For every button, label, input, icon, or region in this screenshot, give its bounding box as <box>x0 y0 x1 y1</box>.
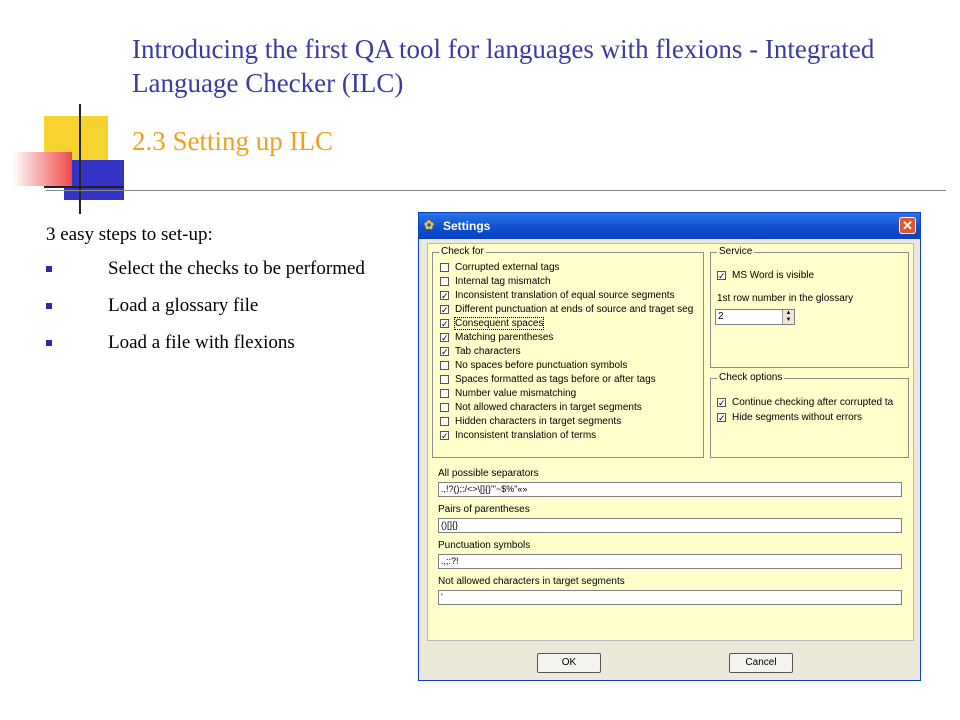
check-internal-tag-mismatch[interactable]: Internal tag mismatch <box>440 274 551 288</box>
check-for-group <box>432 246 704 458</box>
check-options-group <box>710 372 909 458</box>
checkbox[interactable] <box>440 277 449 286</box>
dialog-titlebar[interactable] <box>419 213 920 239</box>
bullet-item: Load a file with flexions <box>46 330 406 355</box>
deco-red-square <box>12 152 72 186</box>
check-inconsistent-terms[interactable]: ✓ Inconsistent translation of terms <box>441 429 597 441</box>
slide-title: Introducing the first QA tool for languages with flexions - Integrated Language Checker (ILC) <box>132 34 875 98</box>
check-corrupted-external-tags[interactable]: Corrupted external tags <box>440 260 560 274</box>
check-continue-after-corrupted[interactable]: ✓ Continue checking after corrupted ta <box>718 396 894 408</box>
check-for-legend: Check for <box>441 246 484 257</box>
bullet-item: Select the checks to be performed <box>46 256 406 281</box>
checkbox[interactable] <box>440 403 449 412</box>
checkbox[interactable] <box>440 375 449 384</box>
checkbox-checked[interactable]: ✓ <box>441 346 449 357</box>
settings-dialog <box>418 212 921 681</box>
bullet-list <box>46 256 406 367</box>
title-divider <box>46 190 946 191</box>
dialog-panel <box>427 243 914 641</box>
check-not-allowed-chars[interactable]: Not allowed characters in target segments <box>440 400 642 414</box>
check-tab-characters[interactable]: ✓ Tab characters <box>441 345 521 357</box>
checkbox[interactable] <box>440 263 449 272</box>
checkbox-checked[interactable]: ✓ <box>718 270 726 281</box>
check-ms-word-visible[interactable]: ✓ MS Word is visible <box>718 269 815 281</box>
parentheses-field[interactable]: ()[]{} <box>438 518 902 533</box>
deco-horizontal-line <box>44 186 124 188</box>
checkbox-checked[interactable]: ✓ <box>718 397 726 408</box>
bullet-item: Load a glossary file <box>46 293 406 318</box>
checkbox-checked[interactable]: ✓ <box>441 290 449 301</box>
check-no-spaces-before-punct[interactable]: No spaces before punctuation symbols <box>440 358 627 372</box>
bullet-icon <box>46 303 52 309</box>
intro-text: 3 easy steps to set-up: <box>46 224 213 245</box>
check-hidden-chars[interactable]: Hidden characters in target segments <box>440 414 621 428</box>
check-number-value[interactable]: Number value mismatching <box>440 386 576 400</box>
check-spaces-as-tags[interactable]: Spaces formatted as tags before or after tags <box>440 372 656 386</box>
service-group <box>710 246 909 368</box>
checkbox-checked[interactable]: ✓ <box>441 430 449 441</box>
check-consequent-spaces[interactable]: ✓ Consequent spaces <box>441 317 544 329</box>
check-hide-segments[interactable]: ✓ Hide segments without errors <box>718 411 863 423</box>
row-number-label: 1st row number in the glossary <box>717 293 854 304</box>
deco-vertical-line <box>79 104 81 214</box>
deco-blue-square <box>64 160 124 200</box>
checkbox-checked[interactable]: ✓ <box>441 332 449 343</box>
close-button[interactable] <box>899 217 916 234</box>
app-icon: ✿ <box>424 218 435 232</box>
punctuation-label: Punctuation symbols <box>438 540 531 551</box>
row-number-spinner[interactable]: 2 ▲ ▼ <box>715 309 795 325</box>
separators-field[interactable]: .,!?();:/<>\[]{}'"~$%"«» <box>438 482 902 497</box>
check-matching-parentheses[interactable]: ✓ Matching parentheses <box>441 331 554 343</box>
checkbox-checked[interactable]: ✓ <box>441 318 449 329</box>
parentheses-label: Pairs of parentheses <box>438 504 530 515</box>
checkbox[interactable] <box>440 361 449 370</box>
close-icon: ✕ <box>902 218 913 233</box>
checkbox[interactable] <box>440 417 449 426</box>
not-allowed-label: Not allowed characters in target segments <box>438 576 625 587</box>
check-different-punctuation[interactable]: ✓ Different punctuation at ends of source and traget seg <box>441 303 694 315</box>
checkbox[interactable] <box>440 389 449 398</box>
spinner-arrows[interactable] <box>782 310 794 324</box>
slide-subtitle: 2.3 Setting up ILC <box>132 126 333 156</box>
spin-up-icon[interactable]: ▲ <box>785 310 792 316</box>
checkbox-checked[interactable]: ✓ <box>441 304 449 315</box>
cancel-button[interactable]: Cancel <box>729 653 793 673</box>
bullet-icon <box>46 266 52 272</box>
ok-button[interactable]: OK <box>537 653 601 673</box>
punctuation-field[interactable]: .,;:?! <box>438 554 902 569</box>
service-legend: Service <box>719 246 753 257</box>
separators-label: All possible separators <box>438 468 539 479</box>
not-allowed-field[interactable]: ' <box>438 590 902 605</box>
dialog-title: Settings <box>443 219 491 233</box>
check-inconsistent-equal-source[interactable]: ✓ Inconsistent translation of equal source segments <box>441 289 675 301</box>
spin-down-icon[interactable]: ▼ <box>785 317 792 323</box>
check-options-legend: Check options <box>719 372 783 383</box>
bullet-icon <box>46 340 52 346</box>
checkbox-checked[interactable]: ✓ <box>718 412 726 423</box>
